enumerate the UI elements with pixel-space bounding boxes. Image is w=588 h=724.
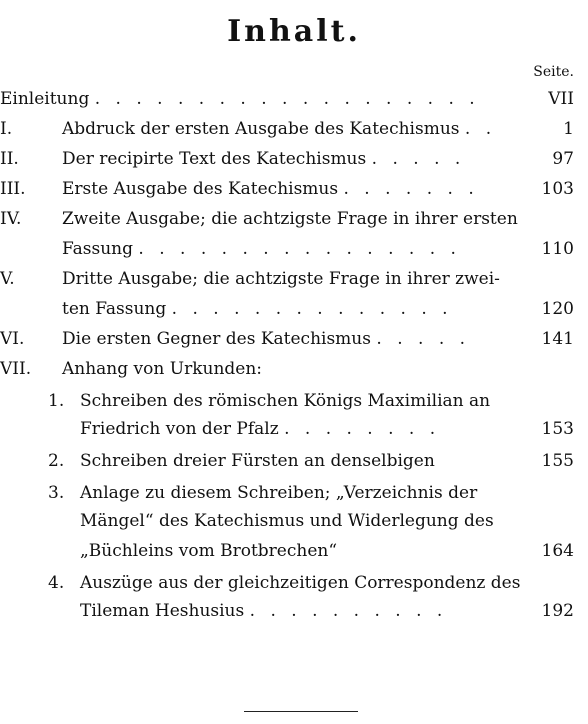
entry-page: 141 — [541, 329, 574, 349]
toc-subentry-continuation[interactable] — [0, 536, 588, 566]
toc-subentry-continuation[interactable] — [0, 414, 588, 444]
entry-page: VII — [548, 89, 574, 109]
subentry-title-line-2: Tileman Heshusius . . . . . . . . . . — [80, 601, 448, 621]
toc-subentry-continuation[interactable] — [0, 596, 588, 626]
toc-entry[interactable] — [0, 204, 588, 234]
toc-entry[interactable] — [0, 84, 588, 114]
entry-numeral: VII. — [0, 359, 32, 379]
entry-numeral: III. — [0, 179, 26, 199]
page-column-header: Seite. — [533, 64, 574, 80]
subentry-title-line-1: Anlage zu diesem Schreiben; „Verzeichnis der — [80, 483, 478, 503]
closing-rule — [244, 711, 358, 712]
entry-numeral: I. — [0, 119, 13, 139]
subentry-title-line-1: Schreiben des römischen Königs Maximilian an — [80, 391, 491, 411]
subentry-title-line-2: Friedrich von der Pfalz . . . . . . . . — [80, 419, 441, 439]
subentry-number: 4. — [48, 573, 65, 593]
toc-subentry[interactable] — [0, 386, 588, 416]
subentry-title-line-2: Mängel“ des Katechismus und Widerlegung des — [80, 511, 494, 531]
entry-title-line-1: Zweite Ausgabe; die achtzigste Frage in ihrer ersten — [62, 209, 518, 229]
subentry-page: 153 — [541, 419, 574, 439]
toc-entry[interactable] — [0, 144, 588, 174]
subentry-page: 155 — [541, 451, 574, 471]
entry-title: Einleitung . . . . . . . . . . . . . . . . . . . — [0, 89, 480, 109]
toc-entry[interactable] — [0, 174, 588, 204]
toc-subentry[interactable] — [0, 478, 588, 508]
subentry-number: 2. — [48, 451, 65, 471]
entry-title-line-2: Fassung . . . . . . . . . . . . . . . . — [62, 239, 461, 259]
toc-entry-continuation[interactable] — [0, 234, 588, 264]
entry-page: 1 — [563, 119, 574, 139]
toc-subentry-continuation — [0, 506, 588, 536]
entry-numeral: II. — [0, 149, 19, 169]
entry-title-line-2: ten Fassung . . . . . . . . . . . . . . — [62, 299, 453, 319]
subentry-title-line-3: „Büchleins vom Brotbrechen“ — [80, 541, 338, 561]
toc-entry-continuation[interactable] — [0, 294, 588, 324]
toc-subentry[interactable] — [0, 446, 588, 476]
subentry-number: 1. — [48, 391, 65, 411]
entry-page: 120 — [541, 299, 574, 319]
entry-numeral: VI. — [0, 329, 25, 349]
entry-title: Abdruck der ersten Ausgabe des Katechismus . . — [62, 119, 497, 139]
toc-entry[interactable] — [0, 324, 588, 354]
entry-page: 97 — [552, 149, 574, 169]
subentry-page: 164 — [541, 541, 574, 561]
entry-title-line-1: Dritte Ausgabe; die achtzigste Frage in ihrer zwei- — [62, 269, 500, 289]
entry-page: 110 — [541, 239, 574, 259]
entry-title: Der recipirte Text des Katechismus . . . . . — [62, 149, 466, 169]
entry-title: Erste Ausgabe des Katechismus . . . . . . . — [62, 179, 479, 199]
toc-entry — [0, 354, 588, 384]
toc-subentry[interactable] — [0, 568, 588, 598]
entry-numeral: V. — [0, 269, 15, 289]
page-title: Inhalt. — [227, 14, 361, 49]
entry-title: Anhang von Urkunden: — [62, 359, 263, 379]
toc-entry[interactable] — [0, 264, 588, 294]
subentry-number: 3. — [48, 483, 65, 503]
subentry-title-line-1: Auszüge aus der gleichzeitigen Correspondenz des — [80, 573, 521, 593]
subentry-title: Schreiben dreier Fürsten an denselbigen — [80, 451, 435, 471]
toc-entry[interactable] — [0, 114, 588, 144]
entry-title: Die ersten Gegner des Katechismus . . . . . — [62, 329, 471, 349]
entry-numeral: IV. — [0, 209, 22, 229]
entry-page: 103 — [541, 179, 574, 199]
subentry-page: 192 — [541, 601, 574, 621]
